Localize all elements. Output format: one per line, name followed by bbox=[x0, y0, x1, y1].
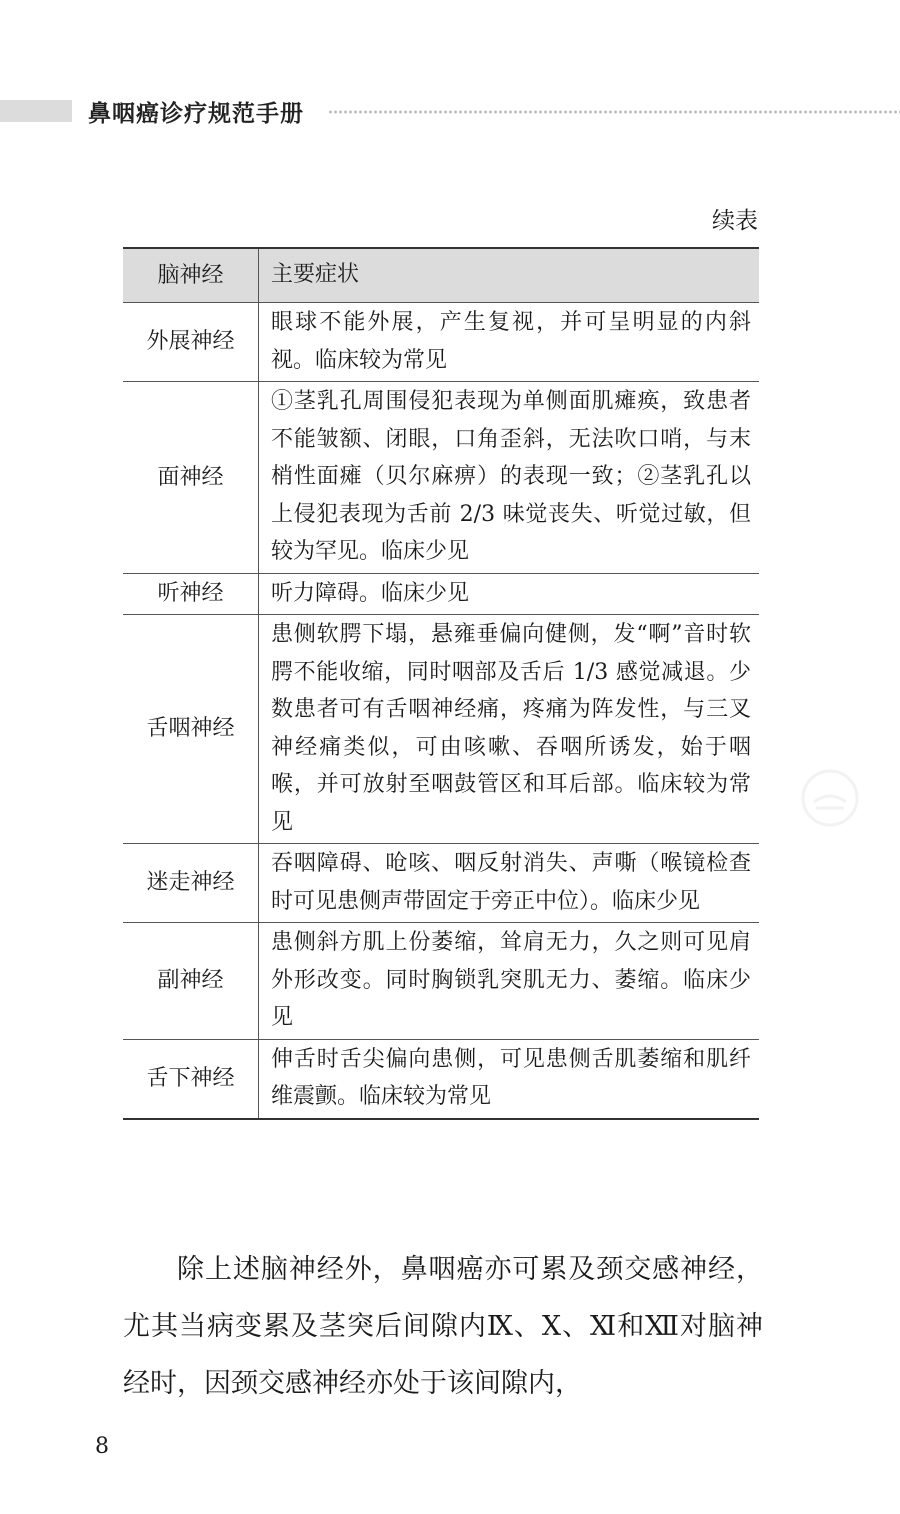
column-header-symptoms: 主要症状 bbox=[259, 248, 760, 303]
book-title: 鼻咽癌诊疗规范手册 bbox=[88, 101, 304, 127]
table-row bbox=[123, 923, 759, 1040]
cranial-nerve-table bbox=[123, 247, 759, 1120]
header-bar bbox=[0, 100, 72, 122]
nerve-cell: 听神经 bbox=[123, 573, 259, 615]
table-row bbox=[123, 303, 759, 382]
nerve-cell: 舌下神经 bbox=[123, 1039, 259, 1119]
table-row bbox=[123, 844, 759, 923]
page-number: 8 bbox=[95, 1434, 109, 1459]
symptoms-cell: 患侧斜方肌上份萎缩，耸肩无力，久之则可见肩外形改变。同时胸锁乳突肌无力、萎缩。临床少见 bbox=[259, 923, 760, 1040]
nerve-cell: 迷走神经 bbox=[123, 844, 259, 923]
symptoms-cell: 伸舌时舌尖偏向患侧，可见患侧舌肌萎缩和肌纤维震颤。临床较为常见 bbox=[259, 1039, 760, 1119]
nerve-cell: 舌咽神经 bbox=[123, 615, 259, 844]
table-row bbox=[123, 1039, 759, 1119]
symptoms-cell: 眼球不能外展，产生复视，并可呈明显的内斜视。临床较为常见 bbox=[259, 303, 760, 382]
table-row bbox=[123, 615, 759, 844]
header-dotted-rule bbox=[328, 108, 900, 116]
publisher-watermark-icon bbox=[800, 768, 860, 828]
table-row bbox=[123, 573, 759, 615]
symptoms-cell: 吞咽障碍、呛咳、咽反射消失、声嘶（喉镜检查时可见患侧声带固定于旁正中位）。临床少见 bbox=[259, 844, 760, 923]
symptoms-cell: 听力障碍。临床少见 bbox=[259, 573, 760, 615]
symptoms-cell: ①茎乳孔周围侵犯表现为单侧面肌瘫痪，致患者不能皱额、闭眼，口角歪斜，无法吹口哨，与末梢性面瘫（贝尔麻痹）的表现一致；②茎乳孔以上侵犯表现为舌前 2/3 味觉丧失、听觉过敏，但较为罕见。临床少见 bbox=[259, 382, 760, 574]
symptoms-cell: 患侧软腭下塌，悬雍垂偏向健侧，发“啊”音时软腭不能收缩，同时咽部及舌后 1/3 感觉减退。少数患者可有舌咽神经痛，疼痛为阵发性，与三叉神经痛类似，可由咳嗽、吞咽所诱发，始于咽喉，并可放射至咽鼓管区和耳后部。临床较为常见 bbox=[259, 615, 760, 844]
body-paragraph: 除上述脑神经外，鼻咽癌亦可累及颈交感神经，尤其当病变累及茎突后间隙内Ⅸ、Ⅹ、Ⅺ和Ⅻ对脑神经时，因颈交感神经亦处于该间隙内， bbox=[123, 1254, 763, 1399]
table-row bbox=[123, 382, 759, 574]
nerve-cell: 面神经 bbox=[123, 382, 259, 574]
nerve-cell: 副神经 bbox=[123, 923, 259, 1040]
nerve-cell: 外展神经 bbox=[123, 303, 259, 382]
table-header-row bbox=[123, 248, 759, 303]
continuation-label: 续表 bbox=[712, 208, 758, 234]
column-header-nerve: 脑神经 bbox=[123, 248, 259, 303]
